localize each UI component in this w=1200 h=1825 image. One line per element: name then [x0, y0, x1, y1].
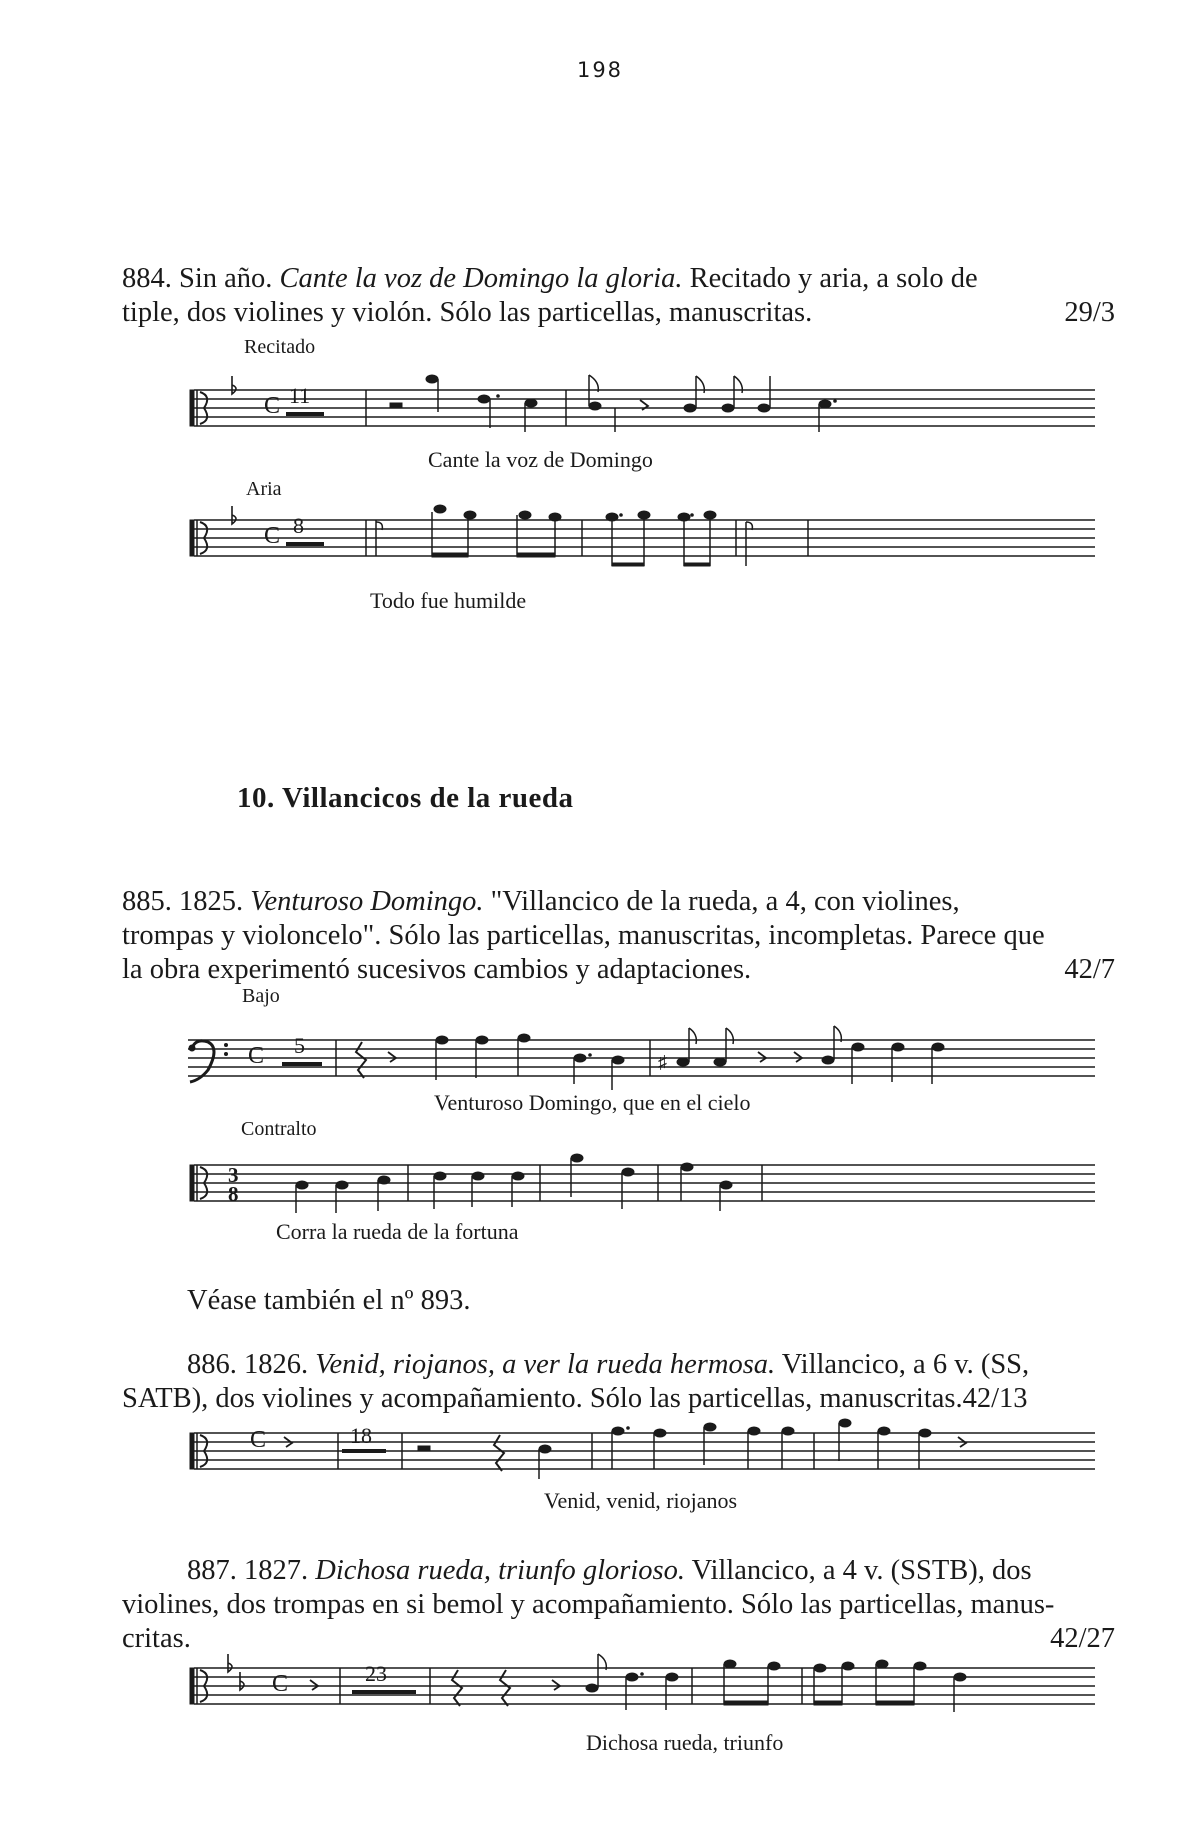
- flat-icon: [232, 376, 236, 394]
- incipit-lyric-bajo: Venturoso Domingo, que en el cielo: [434, 1090, 751, 1115]
- entry-884-ref: 29/3: [1064, 297, 1115, 328]
- entry-884-text: 884. Sin año. Cante la voz de Domingo la gloria. Recitado y aria, a solo de tiple, dos violines y violón. Sólo las particellas, manuscritas. 29/3: [122, 263, 1115, 328]
- see-also-note: Véase también el nº 893.: [187, 1285, 471, 1316]
- c-clef-icon: [190, 1433, 194, 1469]
- entry-886-title: Venid, riojanos, a ver la rueda hermosa.: [315, 1349, 776, 1380]
- c-clef-icon: [190, 520, 194, 556]
- entry-885-title: Venturoso Domingo.: [250, 886, 484, 917]
- common-time-icon: C: [264, 393, 281, 419]
- incipit-lyric-contralto: Corra la rueda de la fortuna: [276, 1219, 519, 1244]
- c-clef-icon: [190, 390, 194, 426]
- measure-count: 8: [293, 513, 304, 538]
- incipit-lyric-recitado: Cante la voz de Domingo: [428, 447, 653, 472]
- time-signature-top: 3: [228, 1163, 239, 1187]
- measure-count: 18: [350, 1423, 372, 1448]
- entry-885-text: 885. 1825. Venturoso Domingo. "Villancico de la rueda, a 4, con violines, trompas y violoncelo". Sólo las particellas, manuscritas, incompletas. Parece que la obra experimentó sucesivos cambios y adaptaciones. 42/7: [122, 886, 1115, 985]
- common-time-icon: C: [250, 1427, 267, 1453]
- incipit-label-contralto: Contralto: [241, 1118, 317, 1140]
- common-time-icon: C: [272, 1671, 289, 1697]
- entry-887-title: Dichosa rueda, triunfo glorioso.: [315, 1555, 685, 1586]
- entry-887-ref: 42/27: [1050, 1623, 1115, 1654]
- entry-886-text: 886. 1826. Venid, riojanos, a ver la rueda hermosa. Villancico, a 6 v. (SS, SATB), dos violines y acompañamiento. Sólo las particellas, manuscritas.42/13: [122, 1349, 1030, 1414]
- entry-887-text: 887. 1827. Dichosa rueda, triunfo glorioso. Villancico, a 4 v. (SSTB), dos violines, dos trompas en si bemol y acompañamiento. Sólo las particellas, manus- critas. 42/27: [122, 1555, 1115, 1654]
- incipit-label-bajo: Bajo: [242, 985, 280, 1007]
- svg-text:♯: ♯: [658, 1052, 667, 1072]
- incipit-lyric-aria: Todo fue humilde: [370, 588, 527, 613]
- time-signature-bottom: 8: [228, 1182, 239, 1206]
- measure-count: 11: [289, 383, 311, 408]
- incipit-label-aria: Aria: [246, 478, 282, 500]
- c-clef-icon: [190, 1165, 194, 1201]
- c-clef-icon: [190, 1668, 194, 1704]
- entry-884-line2: tiple, dos violines y violón. Sólo las particellas, manuscritas.: [122, 297, 813, 328]
- common-time-icon: C: [248, 1043, 265, 1069]
- incipit-lyric-venid: Venid, venid, riojanos: [544, 1488, 738, 1513]
- measure-count: 23: [365, 1661, 387, 1686]
- incipit-lyric-dichosa: Dichosa rueda, triunfo: [586, 1730, 784, 1755]
- music-staff-dichosa: [180, 1648, 1100, 1738]
- section-heading: 10. Villancicos de la rueda: [237, 782, 574, 814]
- flat-icon: [228, 1654, 232, 1672]
- page-number: 198: [576, 58, 624, 82]
- entry-884-title: Cante la voz de Domingo la gloria.: [279, 263, 683, 294]
- flat-icon: [240, 1672, 244, 1690]
- measure-count: 5: [294, 1033, 305, 1058]
- flat-icon: [232, 506, 236, 524]
- common-time-icon: C: [264, 523, 281, 549]
- incipit-label-recitado: Recitado: [244, 336, 316, 358]
- entry-885-ref: 42/7: [1064, 954, 1115, 985]
- music-staff-aria: [180, 500, 1100, 590]
